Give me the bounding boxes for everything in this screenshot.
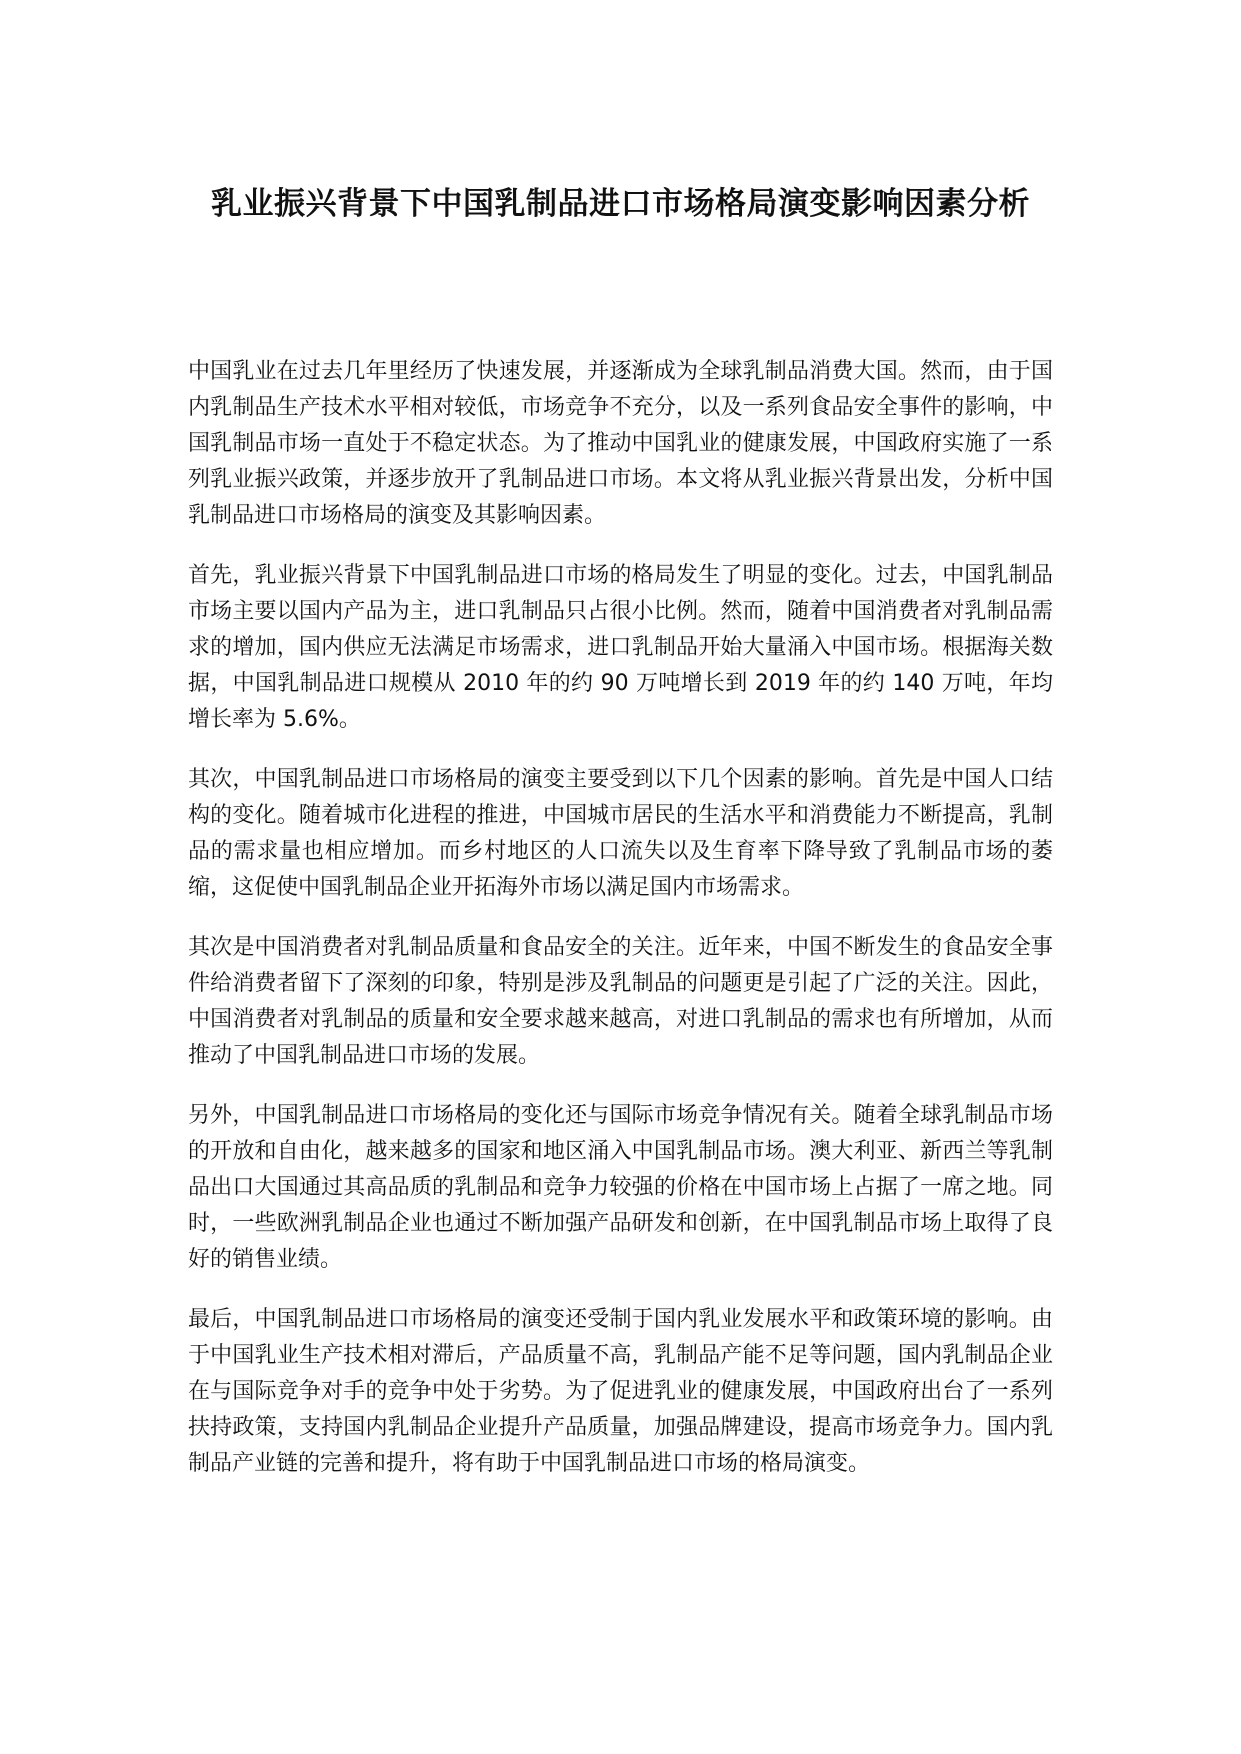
paragraph-international-competition: 另外，中国乳制品进口市场格局的变化还与国际市场竞争情况有关。随着全球乳制品市场的开放和自由化，越来越多的国家和地区涌入中国乳制品市场。澳大利亚、新西兰等乳制品出口大国通过其高品质的乳制品和竞争力较强的价格在中国市场上占据了一席之地。同时，一些欧洲乳制品企业也通过不断加强产品研发和创新，在中国乳制品市场上取得了良好的销售业绩。: [188, 1103, 1053, 1272]
document-title: 乳业振兴背景下中国乳制品进口市场格局演变影响因素分析: [211, 186, 1030, 222]
paragraph-intro: 中国乳业在过去几年里经历了快速发展，并逐渐成为全球乳制品消费大国。然而，由于国内乳制品生产技术水平相对较低，市场竞争不充分，以及一系列食品安全事件的影响，中国乳制品市场一直处于不稳定状态。为了推动中国乳业的健康发展，中国政府实施了一系列乳业振兴政策，并逐步放开了乳制品进口市场。本文将从乳业振兴背景出发，分析中国乳制品进口市场格局的演变及其影响因素。: [188, 359, 1053, 528]
paragraph-domestic-policy: 最后，中国乳制品进口市场格局的演变还受制于国内乳业发展水平和政策环境的影响。由于中国乳业生产技术相对滞后，产品质量不高，乳制品产能不足等问题，国内乳制品企业在与国际竞争对手的竞争中处于劣势。为了促进乳业的健康发展，中国政府出台了一系列扶持政策，支持国内乳制品企业提升产品质量，加强品牌建设，提高市场竞争力。国内乳制品产业链的完善和提升，将有助于中国乳制品进口市场的格局演变。: [188, 1307, 1053, 1476]
paragraph-population-factor: 其次，中国乳制品进口市场格局的演变主要受到以下几个因素的影响。首先是中国人口结构的变化。随着城市化进程的推进，中国城市居民的生活水平和消费能力不断提高，乳制品的需求量也相应增加。而乡村地区的人口流失以及生育率下降导致了乳制品市场的萎缩，这促使中国乳制品企业开拓海外市场以满足国内市场需求。: [188, 767, 1053, 900]
document-body: [188, 354, 1053, 1506]
paragraph-food-safety-factor: 其次是中国消费者对乳制品质量和食品安全的关注。近年来，中国不断发生的食品安全事件给消费者留下了深刻的印象，特别是涉及乳制品的问题更是引起了广泛的关注。因此，中国消费者对乳制品的质量和安全要求越来越高，对进口乳制品的需求也有所增加，从而推动了中国乳制品进口市场的发展。: [188, 935, 1053, 1068]
paragraph-market-change: 首先，乳业振兴背景下中国乳制品进口市场的格局发生了明显的变化。过去，中国乳制品市场主要以国内产品为主，进口乳制品只占很小比例。然而，随着中国消费者对乳制品需求的增加，国内供应无法满足市场需求，进口乳制品开始大量涌入中国市场。根据海关数据，中国乳制品进口规模从 2010 年的约 90 万吨增长到 2019 年的约 140 万吨，年均增长率为 5.6%。: [188, 563, 1053, 732]
